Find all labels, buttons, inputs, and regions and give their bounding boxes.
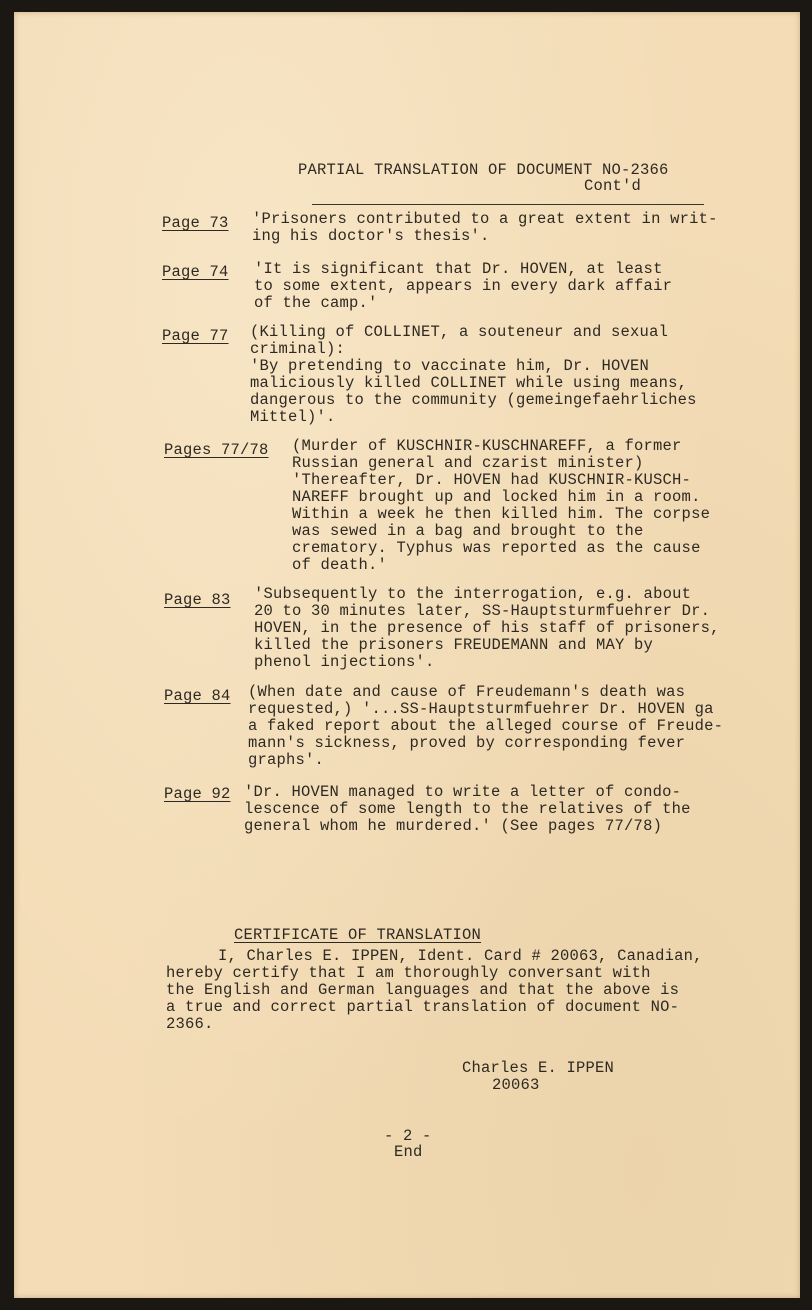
page-reference: Page 83 — [164, 591, 231, 609]
entry-line: killed the prisoners FREUDEMANN and MAY by — [254, 636, 654, 654]
entry-line: Within a week he then killed him. The corpse — [292, 505, 711, 523]
entry-line: of death.' — [292, 556, 388, 574]
page-reference: Pages 77/78 — [164, 441, 269, 459]
entry-line: 'Subsequently to the interrogation, e.g. about — [254, 585, 692, 603]
entry-text — [250, 324, 697, 426]
certificate-line: the English and German languages and that the above is — [166, 981, 680, 999]
entry-line: Mittel)'. — [250, 408, 336, 426]
entry-line: 'By pretending to vaccinate him, Dr. HOVEN — [250, 357, 650, 375]
entry-line: 20 to 30 minutes later, SS-Hauptsturmfuehrer Dr. — [254, 602, 711, 620]
entry-line: maliciously killed COLLINET while using means, — [250, 374, 688, 392]
entry-line: of the camp.' — [254, 294, 378, 312]
certificate-text — [166, 948, 703, 1033]
document-page — [14, 12, 800, 1298]
entry-line: requested,) '...SS-Hauptsturmfuehrer Dr. HOVEN ga — [248, 700, 714, 718]
entry-line: to some extent, appears in every dark affair — [254, 277, 673, 295]
document-title: PARTIAL TRANSLATION OF DOCUMENT NO-2366 — [298, 161, 669, 179]
certificate-heading: CERTIFICATE OF TRANSLATION — [234, 926, 482, 944]
page-reference: Page 84 — [164, 687, 231, 705]
entry-line: crematory. Typhus was reported as the cause — [292, 539, 701, 557]
entry-line: HOVEN, in the presence of his staff of prisoners, — [254, 619, 720, 637]
entry-line: NAREFF brought up and locked him in a room. — [292, 488, 701, 506]
entry-line: graphs'. — [248, 751, 325, 769]
title-underline — [312, 204, 704, 205]
entry-line: 'Prisoners contributed to a great extent in writ- — [252, 210, 718, 228]
certificate-line: hereby certify that I am thoroughly conversant with — [166, 964, 651, 982]
entry-line: a faked report about the alleged course of Freude- — [248, 717, 724, 735]
entry-line: dangerous to the community (gemeingefaehrliches — [250, 391, 697, 409]
end-label: End — [394, 1143, 423, 1161]
entry-line: general whom he murdered.' (See pages 77/78) — [244, 817, 663, 835]
entry-text — [252, 211, 718, 245]
signature-name: Charles E. IPPEN — [462, 1059, 615, 1077]
entry-text — [254, 261, 672, 312]
entry-line: 'Thereafter, Dr. HOVEN had KUSCHNIR-KUSCH- — [292, 471, 692, 489]
entry-line: criminal): — [250, 340, 346, 358]
entry-line: (Killing of COLLINET, a souteneur and sexual — [250, 323, 669, 341]
page-reference: Page 74 — [162, 263, 229, 281]
entry-line: ing his doctor's thesis'. — [252, 227, 490, 245]
entry-line: Russian general and czarist minister) — [292, 454, 644, 472]
certificate-line: I, Charles E. IPPEN, Ident. Card # 20063, Canadian, — [218, 947, 703, 965]
entry-text — [292, 438, 710, 574]
entry-line: mann's sickness, proved by corresponding fever — [248, 734, 686, 752]
signature-number: 20063 — [492, 1076, 540, 1094]
entry-line: phenol injections'. — [254, 653, 435, 671]
certificate-line: a true and correct partial translation of document NO- — [166, 998, 680, 1016]
entry-text — [248, 684, 723, 769]
entry-line: 'Dr. HOVEN managed to write a letter of condo- — [244, 783, 682, 801]
page-reference: Page 77 — [162, 327, 229, 345]
page-reference: Page 92 — [164, 785, 231, 803]
entry-line: was sewed in a bag and brought to the — [292, 522, 644, 540]
entry-line: (When date and cause of Freudemann's death was — [248, 683, 686, 701]
continued-label: Cont'd — [584, 177, 642, 195]
page-reference: Page 73 — [162, 214, 229, 232]
page-number: - 2 - — [384, 1127, 432, 1145]
entry-line: (Murder of KUSCHNIR-KUSCHNAREFF, a former — [292, 437, 682, 455]
entry-text — [244, 784, 691, 835]
entry-line: lescence of some length to the relatives of the — [244, 800, 691, 818]
entry-line: 'It is significant that Dr. HOVEN, at least — [254, 260, 663, 278]
entry-text — [254, 586, 720, 671]
certificate-line: 2366. — [166, 1015, 214, 1033]
